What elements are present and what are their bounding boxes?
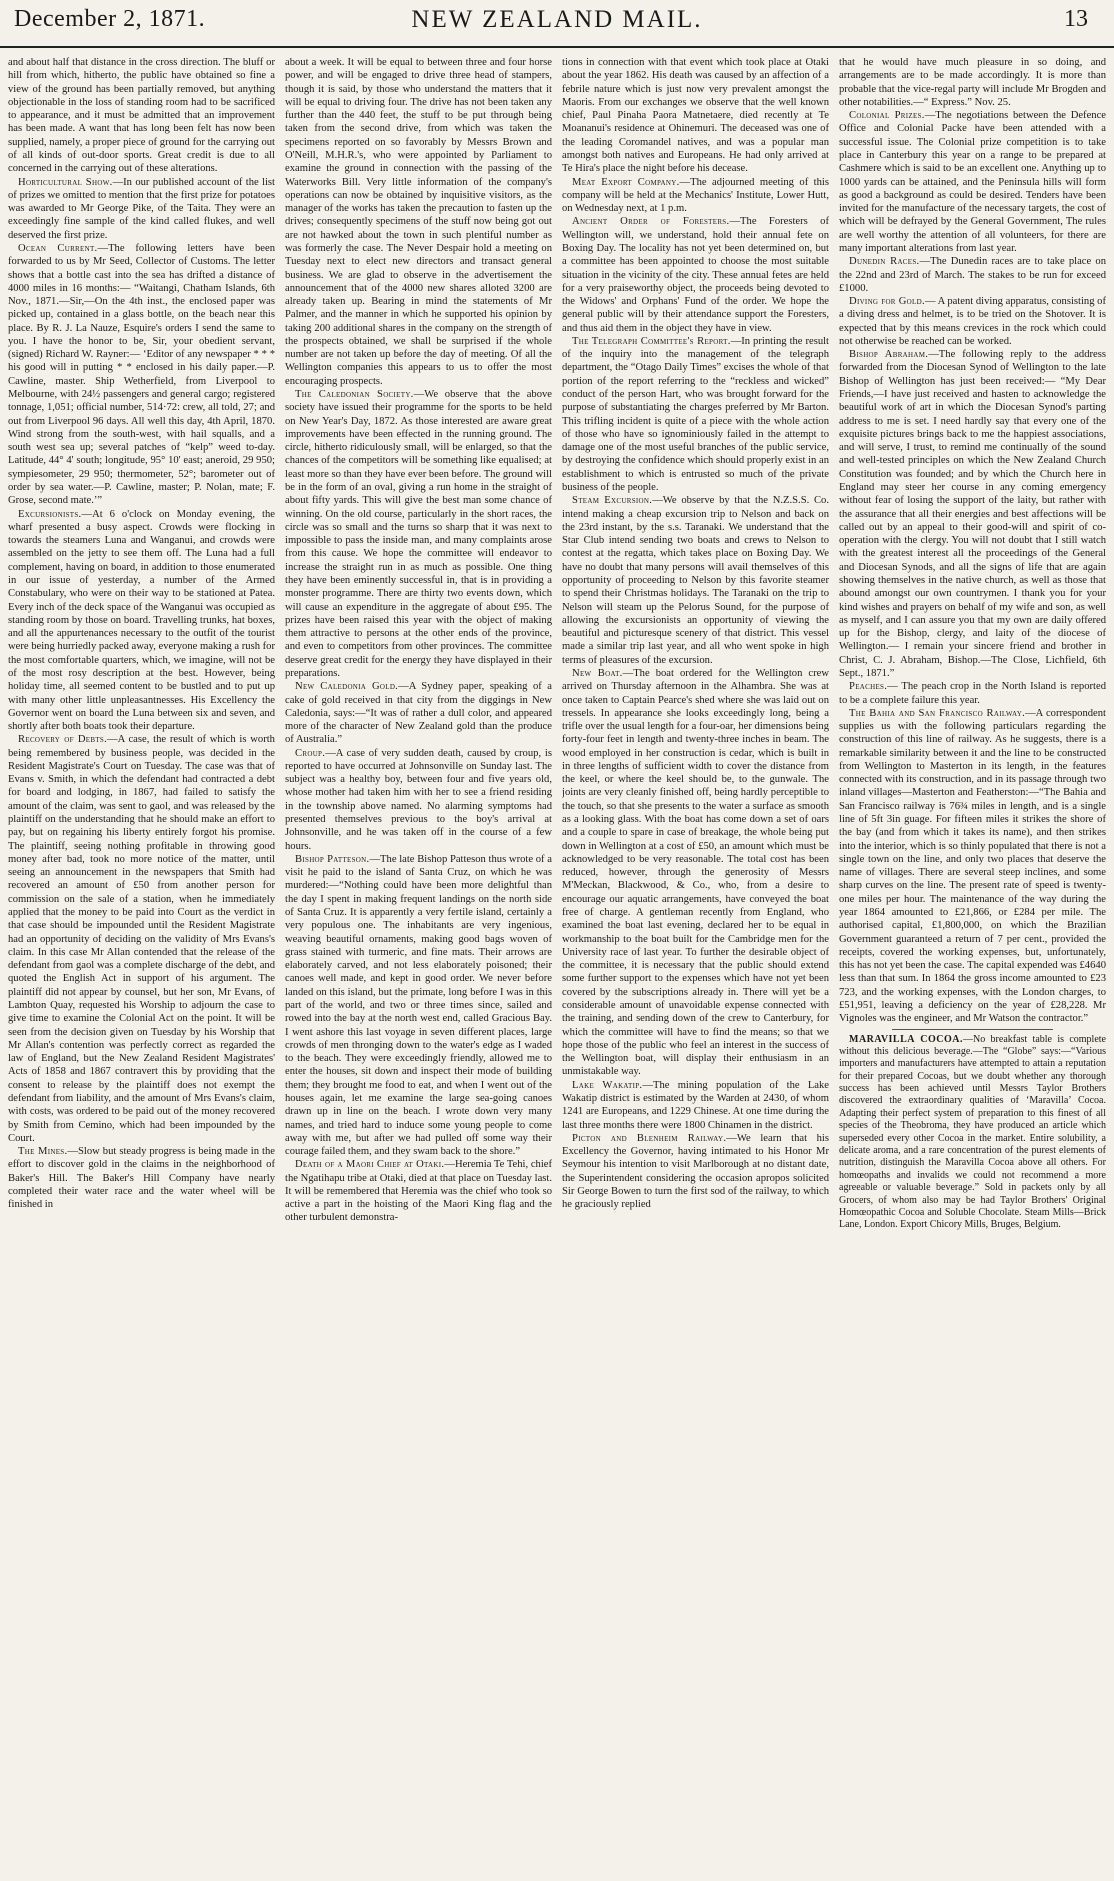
article-heading: Steam Excursion. [572,495,653,507]
article-heading: Colonial Prizes. [849,110,925,122]
paragraph [562,494,829,667]
article-heading: Recovery of Debts. [18,734,108,746]
article-heading: Meat Export Company. [572,176,680,188]
article-heading: Bishop Patteson. [295,853,370,865]
article-heading: The Telegraph Committee's Report. [572,335,731,347]
article-heading: The Caledonian Society. [295,389,414,401]
article-heading: Ocean Current. [18,242,98,254]
paragraph [285,388,552,680]
article-heading: New Caledonia Gold. [295,681,399,693]
masthead [0,0,1114,48]
paragraph [562,176,829,216]
paragraph [285,747,552,853]
article-body: —The mining population of the Lake Wakatip district is estimated by the Warden at 2430, of whom 1241 are Europeans, and 1229 Chinese. At one time during the last three months there were 1800 Chinamen in the district. [562,1079,829,1131]
paragraph [562,1079,829,1132]
article-body: —Slow but steady progress is being made in the effort to discover gold in the claims in the neighborhood of Baker's Hill. The Baker's Hill Company have nearly completed their water race and the water wheel will be finished in [8,1146,275,1211]
article-body: —The following reply to the address forwarded from the Diocesan Synod of Wellington to the late Bishop of Wellington has just been received:— “My Dear Friends,—I have just received and hasten to acknowledge the beautiful work of art in which the Diocesan Synod's parting address to me is set. I need hardly say that every one of the exquisite pictures brings back to me the happiest associations, and will serve, I trust, to remind me continually of the sound and well-tested principles on which the New Zealand Church Constitution was founded; and by which the Church here in England may steer her course in any coming emergency without fear of losing the support of the laity, but rather with the assurance that all their energies and best affections will be called out by an appeal to their good-will and spirit of co-operation with the clergy. You will not doubt that I still watch with the greatest interest all the proceedings of the General and Diocesan Synods, and all the signs of life that are again showing themselves in the native church, as well as those that abound amongst our own countrymen. I thank you for your kind wishes and prayers on behalf of my wife and son, as well as myself, and I can assure you that my own are daily offered up for the Bishop, clergy, and laity of the diocese of Wellington.— I remain your sincere friend and brother in Christ, C. J. Abraham, Bishop.—The Close, Lichfield, 6th Sept., 1871.” [839,349,1106,679]
issue-date: December 2, 1871. [14,6,206,32]
paragraph [8,733,275,1145]
paragraph [8,508,275,734]
article-body: —A correspondent supplies us with the following particulars regarding the construction of this line of railway. As he suggests, there is a remarkable similarity between it and the line to be constructed from Wellington to Masterton in its length, in the features connected with its construction, and in its passage through two inland villages—Masterton and Featherston:—“The Bahia and San Francisco railway is 76¾ miles in length, and is a single line of 5ft 3in guage. For fifteen miles it strikes the shore of the bay (and from which it takes its name), and then strikes into the interior, which is so thinly populated that there is not a single town on the line, and only two places that deserve the name of villages. There are several steep inclines, and some sharp curves on the line. The present rate of speed is twenty-one miles per hour. The maintenance of the way during the year 1864 amounted to £21,866, or £284 per mile. The authorised capital, £1,800,000, on which the Brazilian Government guaranteed a return of 7 per cent., provided the receipts, covered the working expenses, but, unfortunately, this has not yet been the case. The capital expended was £4640 less than that sum. In 1864 the gross income amounted to £23 723, and the working expenses, with the London charges, to £51,951, leaving a deficiency on the year of £28,228. Mr Vignoles was the engineer, and Mr Watson the contractor.” [839,707,1106,1025]
article-heading: Death of a Maori Chief at Otaki. [295,1159,445,1171]
newspaper-title: NEW ZEALAND MAIL. [411,6,703,33]
article-body: —The Dunedin races are to take place on the 22nd and 23rd of March. The stakes to be run for exceed £1000. [839,256,1106,294]
paragraph [839,255,1106,295]
article-body: —The late Bishop Patteson thus wrote of a visit he paid to the island of Santa Cruz, on which he was murdered:—“Nothing could have been more delightful than the day I spent in making frequent landings on the north side of Santa Cruz. It is apparently a very fertile island, certainly a very populous one. The inhabitants are very ingenious, weaving beautiful ornaments, making good bags woven of grass stained with turmeric, and fine mats. Their arrows are elaborately carved, and not less elaborately poisoned; their canoes well made, and kept in good order. We never before landed on this island, but the primate, long before I was in this part of the world, and two or three times since, sailed and rowed into the bay at the north west end, called Gracious Bay. I went ashore this last voyage in seven different places, large crowds of men thronging down to the water's edge as I waded to the beach. They were exceedingly friendly, allowed me to enter the houses, sit down and inspect their mode of building them; they brought me food to eat, and when I went out of the houses again, let me examine the large sea-going canoes drawn up in line on the beach. I wrote down very many names, and tried hard to induce some young people to come away with me, but after we had pulled off some way their courage failed them, and they swam back to the shore.” [285,853,552,1158]
article-body: —In printing the result of the inquiry into the management of the telegraph department, the “Otago Daily Times” excises the whole of that portion of the report referring to the “reckless and wicked” conduct of the person Hart, who was brought forward for the purpose of substantiating the charges preferred by Mr Barton. This trifling incident is quite of a piece with the whole action of those who have so ignominiously failed in the attempt to damage one of the most useful branches of the public service, by destroying the confidence which should properly exist in an establishment to which is entrusted so much of the private business of the people. [562,335,829,493]
article-body: —At 6 o'clock on Monday evening, the wharf presented a busy aspect. Crowds were flocking in towards the steamers Luna and Wanganui, and crowds were assembled on the jetty to see them off. The Luna had a full complement, having on board, in addition to those enumerated in our issue of yesterday, a number of the Armed Constabulary, who were on their way to be stationed at Patea. Every inch of the deck space of the Wanganui was occupied as standing room by those on board. Travelling trunks, hat boxes, and all the appurtenances necessary to the outfit of the tourist were being hurriedly packed away, everyone making a rush for the most comfortable quarters, which, we imagine, will not be of the most rosy description at the best. However, being holiday time, all seemed content to be bustled and to put up with many other little unpleasantnesses. His Excellency the Governor went on board the Luna between six and seven, and shortly after both boats took their departure. [8,508,275,733]
article-body: —We observe that the above society have issued their programme for the sports to be held on New Year's Day, 1872. As those interested are aware great improvements have been effected in the running ground. The circle, hitherto ridiculously small, will be enlarged, so that the chances of the competitors will be something like equalised; at least more so than they have ever been before. The ground will be in the form of an oval, giving a run home in the straight of about fifty yards. This will give the best man some chance of winning. On the old course, particularly in the short races, the circle was so small and the turns so sharp that it was next to impossible to pass the inside man, and many complaints arose from this cause. We hope the committee will endeavor to increase the straight run in as much as possible. One thing they have been eminently successful in, that is in providing a monster programme. There are thirty two events down, which will cause an expenditure in the aggregate of about £95. The prizes have been raised this year with the object of making them attractive to persons at the other ends of the province, and even to competitors from other provinces. The committee deserve great credit for the energy they have displayed in their preparations. [285,389,552,679]
article-heading: Horticultural Show. [18,176,113,188]
paragraph [839,109,1106,255]
paragraph [562,335,829,494]
divider [892,1029,1052,1030]
article-heading: New Boat. [572,667,623,679]
paragraph [8,176,275,242]
paragraph [8,1145,275,1211]
article-heading: Bishop Abraham. [849,349,929,361]
column-3 [562,56,829,1874]
paragraph [285,1158,552,1224]
advertisement [839,1034,1106,1232]
article-heading: Diving for Gold. [849,296,925,308]
paragraph [285,680,552,746]
advert-body: —No breakfast table is complete without this delicious beverage.—The “Globe” says:—“Various importers and manufacturers have attempted to attain a reputation for their prepared Cocoas, but we doubt whether any thorough success has been achieved until Messrs Taylor Brothers discovered the extraordinary qualities of ‘Maravilla’ Cocoa. Adapting their perfect system of preparation to this finest of all species of the Theobroma, they have produced an article which superseded every other Cocoa in the market. Entire solubility, a delicate aroma, and a rare concentration of the purest elements of nutrition, distinguish the Maravilla Cocoa above all others. For homœopaths and invalids we could not recommend a more agreeable or valuable beverage.” Sold in packets only by all Grocers, of whom also may be had Taylor Brothers' Original Homœopathic Cocoa and Soluble Chocolate. Steam Mills—Brick Lane, London. Export Chicory Mills, Bruges, Belgium. [839,1033,1106,1231]
paragraph [839,348,1106,680]
article-body: —We observe by that the N.Z.S.S. Co. intend making a cheap excursion trip to Nelson and back on the 23rd instant, by the s.s. Taranaki. We understand that the Star Club intend sending two boats and crews to Nelson to contest at the regatta, which takes place on Boxing Day. We have no doubt that many persons will avail themselves of this opportunity of proceeding to Nelson by this favorite steamer to spend their Christmas holidays. The Taranaki on the trip to Nelson will steam up the Pelorus Sound, for the purpose of allowing the excursionists an opportunity of viewing the beautiful and picturesque scenery of that district. This vessel made a similar trip last year, and all who went spoke in high terms of pleasures of the excursion. [562,495,829,666]
column-1 [8,56,275,1874]
article-heading: Excursionists. [18,508,82,520]
article-body: —A Sydney paper, speaking of a cake of gold received in that city from the diggings in New Caledonia, says:—“It was of rather a dull color, and appeared more of the character of New Zealand gold than the produce of Australia.” [285,681,552,746]
article-heading: The Bahia and San Francisco Railway. [849,707,1026,719]
paragraph [562,215,829,335]
paragraph [839,707,1106,1026]
article-heading: Croup. [295,747,326,759]
paragraph: that he would have much pleasure in so doing, and arrangements are to be made accordingly. It is more than probable that the vice-regal party will include Mr Brogden and other notabilities.—“ Express.” Nov. 25. [839,57,1106,108]
article-body: —The boat ordered for the Wellington crew arrived on Thursday afternoon in the Alhambra. She was at once taken to Captain Pearce's shed where she was laid out on tressels. In appearance she looks exceedingly long, being a trifle over the usual length for a four-oar, her dimensions being forty-four feet in length and twenty-three inches in beam. The wood employed in her construction is cedar, which is built in in three lengths of sufficient width to cover the distance from the keel, or where the keel should be, to the gunwale. The joints are very cleanly finished off, being hardly perceptible to the touch, so that she presents to the water a surface as smooth as a looking glass. With the boat has come down a set of oars and a couple to spare in case of breakage, the whole being put down in Wellington at a cost of £50, an amount which must be acknowledged to be very reasonable. The total cost has been reduced, however, through the generosity of Messrs M'Meckan, Blackwood, & Co., who, from a desire to encourage our aquatic arrangements, have conveyed the boat free of charge. A gentleman recently from England, who examined the boat last evening, declared her to be equal in workmanship to the boat built for the Cambridge men for the University race of last year. To further the desirable object of the committee, it is necessary that the public should extend some further support to the expenses which have not yet been covered by the subscriptions already in. There will yet be a considerable amount of unavoidable expense connected with the training, and sending down of the crew to Canterbury, for which the committee will have to find the means; so that we hope those of the public who feel an interest in the success of the Wellington boat, will display their enthusiasm in an unmistakable way. [562,667,829,1078]
article-body: — The peach crop in the North Island is reported to be a complete failure this year. [839,681,1106,706]
article-heading: Ancient Order of Foresters. [572,216,730,228]
article-body: —The negotiations between the Defence Office and Colonial Packe have been attended with a successful issue. The Colonial prize competition is to take place in Canterbury this year on a range to be prepared at Cashmere which is said to be an excellent one. Anything up to 1000 yards can be attained, and the Peninsula hills will form as good a background as could be desired. Tenders have been invited for the manufacture of the necessary targets, the cost of which will be defrayed by the General Government, The rules are well worthy the attention of all volunteers, for there are many important alterations from last year. [839,110,1106,254]
article-body: —The adjourned meeting of this company will be held at the Mechanics' Institute, Lower Hutt, on Wednesday next, at 1 p.m. [562,176,829,215]
paragraph: tions in connection with that event which took place at Otaki about the year 1862. His death was caused by an affection of a febrile nature which is just now very prevalent amongst the Maoris. From our exchanges we observe that the well known chief, Paul Pinaha Paora Matnetaere, died recently at Te Moananui's residence at Ohinemuri. The deceased was one of the leading Coromandel natives, and was a popular man amongst both natives and Europeans. He had only arrived at Te Hira's place the night before his decease. [562,57,829,175]
paragraph [562,667,829,1079]
paragraph [839,680,1106,707]
column-4 [839,56,1106,1874]
article-body: —The Foresters of Wellington will, we understand, hold their annual fete on Boxing Day. The locality has not yet been determined on, but a committee has been appointed to choose the most suitable situation in the vicinity of the city. These annual fetes are held for a very praiseworthy object, the proceeds being devoted to the Widows' and Orphans' Fund of the order. We hope the general public will by their attendance support the Foresters, and thus aid them in the object they have in view. [562,216,829,334]
article-heading: Picton and Blenheim Railway. [572,1132,727,1144]
paragraph [285,853,552,1158]
article-body: —We learn that his Excellency the Governor, having intimated to his Honor Mr Seymour his intention to visit Marlborough at no distant date, the Superintendent considering the occasion apropos solicited Sir George Bowen to turn the first sod of the railway, to which he graciously replied [562,1132,829,1211]
column-2 [285,56,552,1874]
article-body: —The following letters have been forwarded to us by Mr Seed, Collector of Customs. The letter shows that a bottle cast into the sea has drifted a distance of 4000 miles in 16 months:— “Waitangi, Chatham Islands, 6th Nov., 1871.—Sir,—On the 4th inst., the enclosed paper was picked up, contained in a glass bottle, on the beach near this place. By R. J. La Nauze, Esquire's orders I send the same to you. I have the honor to be, Sir, your obedient servant, (signed) Richard W. Rayner:— ‘Editor of any newspaper * * * his good will in putting * * enclosed in his daily paper.—P. Cawline, master. Ship Wetherfield, from Liverpool to Melbourne, with 24½ passengers and general cargo; registered tonnage, 1,051; official number, 514·72: crew, all told, 27; and out from Liverpool 96 days. All well this day, 4th April, 1870. Wind strong from the south-west, with hail squalls, and a south west sea up; several patches of “kelp” weed to-day. Latitude, 44° 4' south; longitude, 95° 10' east; aneroid, 29 950; sympiesometer, 29 950; thermometer, 52°; barometer out of order by sea water.—P. Cawline, master; P. Nolan, mate; F. Grose, second mate.’” [8,242,275,507]
advert-brand: MARAVILLA COCOA. [849,1033,963,1045]
paragraph [562,1132,829,1212]
article-heading: The Mines. [18,1146,68,1158]
article-heading: Dunedin Races. [849,256,920,268]
paragraph: about a week. It will be equal to between three and four horse power, and will be engaged to drive three head of stampers, though it is said, by those who understand the matters that it will be equal to driving four. The drive has not been taken any further than the 440 feet, the stuff to be put through being taken from the second drive, from which was taken the specimens reported on so favorably by Messrs Brown and O'Neill, M.H.R.'s, who were appointed by Parliament to examine the ground in connection with the passing of the Waterworks Bill. Very little information of the company's operations can now be obtained by inquisitive visitors, as the manager of the works has taken the precaution to fasten up the drives; consequently specimens of the stuff now being got out are not hawked about the town in such plentiful number as was formerly the case. The Never Despair hold a meeting on Tuesday next to elect new directors and transact general business. We are glad to observe in the advertisement the announcement that of the 4000 new shares alloted 3200 are already taken up. Bearing in mind the statements of Mr Palmer, and the manner in which he supported his opinion by taking 200 additional shares in the company on the strength of the prospects obtained, we shall be surprised if the whole number are not taken up before the day of meeting. Of all the Wellington companies this appears to us to offer the most encouraging prospects. [285,57,552,387]
paragraph [839,295,1106,348]
paragraph: and about half that distance in the cross direction. The bluff or hill from which, hitherto, the public have obtained so fine a view of the ground has been partially removed, but anything objectionable in the loss of standing room had to be sacrificed to appearance, and it must be admitted that an improvement has been made. A want that has long been felt has now been supplied, namely, a proper piece of ground for the carrying out of all kinds of out-door sports. Great credit is due to all concerned in the carrying out of these alterations. [8,57,275,175]
article-heading: Peaches. [849,681,888,693]
article-body: —A case of very sudden death, caused by croup, is reported to have occurred at Johnsonville on Sunday last. The subject was a healthy boy, between four and five years old, whose mother had taken him with her to see a friend residing in the township above named. No alarming symptoms had presented themselves previous to the boy's arrival at Johnsonville, and he was taken off in the course of a few hours. [285,747,552,852]
article-body: —Heremia Te Tehi, chief the Ngatihapu tribe at Otaki, died at that place on Tuesday last. It will be remembered that Heremia was the chief who took so active a part in the hoisting of the Maori King flag and the other turbulent demonstra- [285,1159,552,1224]
article-heading: Lake Wakatip. [572,1079,643,1091]
page-number: 13 [1064,6,1088,32]
article-body: — A patent diving apparatus, consisting of a diving dress and helmet, is to be tried on the Shotover. It is expected that by this means crevices in the rock which could not otherwise be reached can be worked. [839,296,1106,347]
paragraph [8,242,275,508]
article-body: —A case, the result of which is worth being remembered by business people, was decided in the Resident Magistrate's Court on Tuesday. The case was that of Evans v. Smith, in which the defendant had contracted a debt for board and lodging, in 1867, had failed to satisfy the amount of the claim, was sent to gaol, and was released by the plaintiff on the understanding that he should make an effort to pay, but on regaining his liberty entirely forgot his promise. The plaintiff, seeing nothing profitable in throwing good money after bad, took no more notice of the matter, until seeing an announcement in the newspapers that Smith had recovered an amount of £50 from another person for commission on the sale of a station, when he immediately applied that the money to be paid into Court as the verdict in that case should be impounded until the Resident Magistrate had an opportunity of deciding on the validity of Mrs Evans's claim. In this case Mr Allan contended that the release of the defendant from gaol was a complete discharge of the debt, and quoted the English Act in support of his argument. The plaintiff did not appear by counsel, but her son, Mr Evans, of Lambton Quay, requested his Worship to adjourn the case to give time to examine the Colonial Act on the point. It will be seen from the decision given on Tuesday by his Worship that Mr Allan's contention was perfectly correct as regarded the law of England, but the New Zealand Resident Magistrates' Acts of 1858 and 1867 contravert this by providing that the consent to release by the plaintiff does not exempt the defendant from liability, and the amount of Mrs Evans's claim, with costs, was ordered to be paid out of the money recovered by Smith from Cemino, which had been impounded by the Court. [8,734,275,1144]
article-columns [8,56,1106,1874]
article-body: —In our published account of the list of prizes we omitted to mention that the first prize for potatoes was awarded to Mr George Pike, of the Taita. They were an exceedingly fine sample of the kind called flukes, and well deserved the first prize. [8,176,275,241]
